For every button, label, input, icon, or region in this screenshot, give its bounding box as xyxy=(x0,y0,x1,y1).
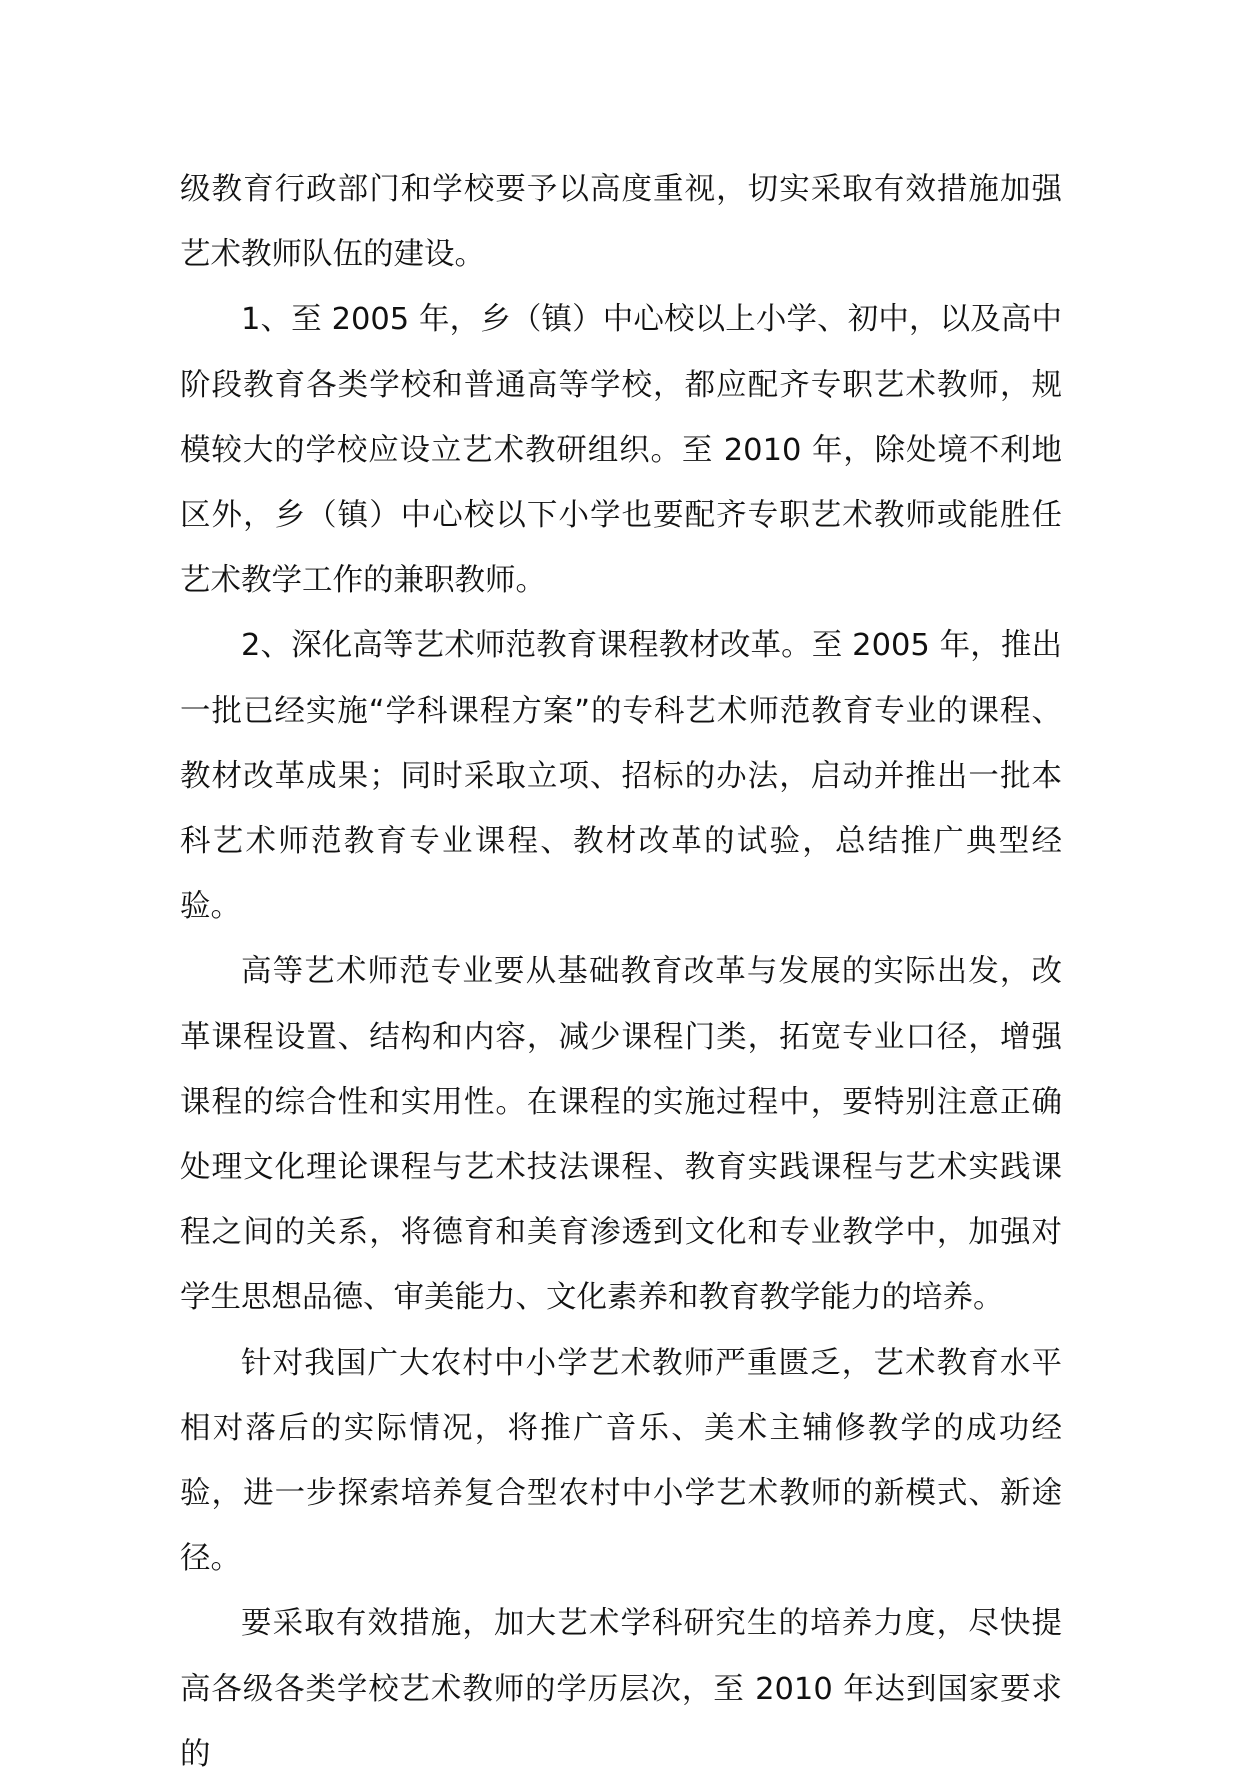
document-body xyxy=(180,157,1062,1787)
paragraph-item-1: 1、至 2005 年，乡（镇）中心校以上小学、初中，以及高中阶段教育各类学校和普通高等学校，都应配齐专职艺术教师，规模较大的学校应设立艺术教研组织。至 2010 年，除处境不利地区外，乡（镇）中心校以下小学也要配齐专职艺术教师或能胜任艺术教学工作的兼职教师。 xyxy=(180,302,1062,599)
paragraph-continuation: 级教育行政部门和学校要予以高度重视，切实采取有效措施加强艺术教师队伍的建设。 xyxy=(180,172,1062,273)
paragraph-curriculum-reform: 高等艺术师范专业要从基础教育改革与发展的实际出发，改革课程设置、结构和内容，减少课程门类，拓宽专业口径，增强课程的综合性和实用性。在课程的实施过程中，要特别注意正确处理文化理论课程与艺术技法课程、教育实践课程与艺术实践课程之间的关系，将德育和美育渗透到文化和专业教学中，加强对学生思想品德、审美能力、文化素养和教育教学能力的培养。 xyxy=(180,954,1062,1316)
paragraph-graduate-training: 要采取有效措施，加大艺术学科研究生的培养力度，尽快提高各级各类学校艺术教师的学历层次，至 2010 年达到国家要求的 xyxy=(180,1606,1062,1772)
paragraph-rural-teachers: 针对我国广大农村中小学艺术教师严重匮乏，艺术教育水平相对落后的实际情况，将推广音乐、美术主辅修教学的成功经验，进一步探索培养复合型农村中小学艺术教师的新模式、新途径。 xyxy=(180,1345,1062,1577)
paragraph-item-2: 2、深化高等艺术师范教育课程教材改革。至 2005 年，推出一批已经实施“学科课程方案”的专科艺术师范教育专业的课程、教材改革成果；同时采取立项、招标的办法，启动并推出一批本科艺术师范教育专业课程、教材改革的试验，总结推广典型经验。 xyxy=(180,628,1062,925)
